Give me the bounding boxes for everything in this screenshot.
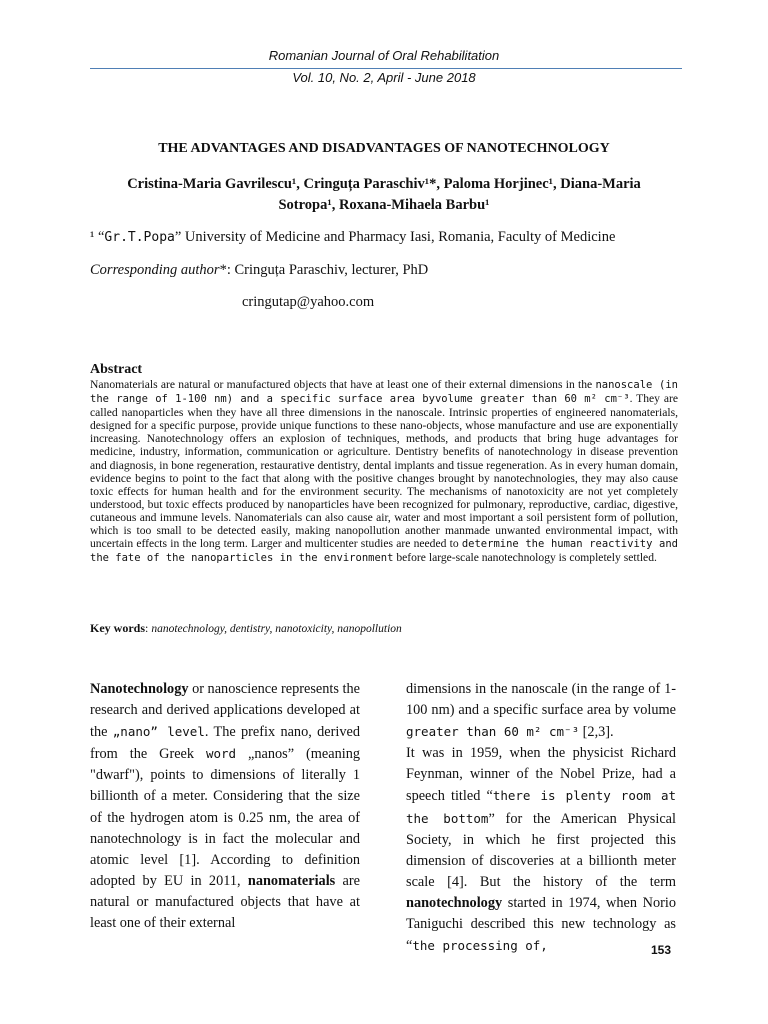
term-bold: nanomaterials — [247, 872, 336, 889]
term-bold: nanotechnology — [406, 894, 503, 911]
paragraph — [406, 743, 676, 957]
body-column-right — [406, 679, 676, 957]
page-number: 153 — [651, 943, 672, 957]
body-text-mono: the processing of, — [412, 938, 548, 954]
body-text-mono: greater than 60 m² cm⁻³ — [406, 724, 580, 740]
body-text: ” for the American Physical Society, in which he first projected this dimension of discoveries at a billionth meter scale [4]. But the history of the term — [406, 810, 676, 890]
body-text-mono: there is plenty room at the bottom — [406, 788, 677, 826]
abstract-segment-mono: nanoscale (in the range of 1-100 nm) and a specific surface area byvolume greater than 60 m² cm⁻³ — [90, 379, 678, 406]
abstract-segment: Nanomaterials are natural or manufactured objects that have at least one of their external dimensions in the — [90, 378, 596, 391]
body-text: or nanoscience represents the research and derived applications developed at the — [90, 681, 360, 741]
author-line: Cristina-Maria Gavrilescu¹, Cringuța Paraschiv¹*, Paloma Horjinec¹, Diana-Maria — [127, 176, 641, 192]
affiliation-text: ” University of Medicine and Pharmacy Iasi, Romania, Faculty of Medicine — [174, 229, 616, 245]
body-text-mono: „nano” level — [112, 724, 205, 740]
body-text: [2,3]. — [579, 724, 614, 741]
body-text: „nanos” (meaning "dwarf"), points to dimensions of literally 1 billionth of a meter. Considering that the size of the hydrogen atom is 0.25 nm, the area of nanotechnology is in fact the molecular and atomic level [1]. According to definition adopted by EU in 2011, — [90, 746, 360, 889]
keywords-value: nanotechnology, dentistry, nanotoxicity, nanopollution — [151, 623, 402, 635]
issue-line: Vol. 10, No. 2, April - June 2018 — [292, 70, 476, 85]
body-text: are natural or manufactured objects that have at least one of their external — [90, 872, 361, 932]
author-list — [110, 174, 658, 216]
abstract-segment: before large-scale nanotechnology is completely settled. — [393, 551, 657, 565]
affiliation — [90, 229, 690, 246]
paragraph — [406, 679, 676, 743]
journal-name: Romanian Journal of Oral Rehabilitation — [268, 48, 500, 63]
keywords — [90, 621, 678, 636]
affiliation-prefix: ¹ “ — [90, 229, 105, 245]
affiliation-name: Gr.T.Popa — [104, 230, 175, 245]
abstract-heading: Abstract — [90, 362, 143, 377]
article-title: THE ADVANTAGES AND DISADVANTAGES OF NANOTECHNOLOGY — [158, 141, 610, 156]
body-text: dimensions in the nanoscale (in the range of 1-100 nm) and a specific surface area by volume — [406, 681, 676, 719]
abstract-segment-mono: determine the human reactivity and the fate of the nanoparticles in the environment — [90, 538, 679, 565]
corresponding-author — [90, 262, 690, 279]
abstract-text — [90, 378, 678, 565]
keywords-separator: : — [145, 621, 152, 635]
body-text: It was in 1959, when the physicist Richard Feynman, winner of the Nobel Prize, had a speech titled “ — [406, 745, 676, 805]
body-text: started in 1974, when Norio Taniguchi described this new technology as “ — [406, 894, 676, 955]
term-bold: Nanotechnology — [90, 681, 189, 697]
author-line: Sotropa¹, Roxana-Mihaela Barbu¹ — [278, 197, 490, 213]
abstract-segment: . They are called nanoparticles when they have all three dimensions in the nanoscale. Intrinsic properties of engineered nanomaterials, designed for a specific purpose, provide unique functions to these nano-objects, whose manufacture and use are exponentially increasing. Nanotechnology offers an explosion of techniques, methods, and products that bring huge advantages for medicine, industry, information, communication or agriculture. Dentistry benefits of nanotechnology in disease prevention and diagnosis, in bone regeneration, restaurative dentistry, dental implants and tissue regeneration. As in every human domain, evidence begins to point to the fact that along with the positive changes brought by nanotechnologies, they may also cause toxic effects for human health and for the environment security. The mechanisms of nanotoxicity are not yet completely understood, but toxic effects produced by nanoparticles have been recognized for pulmonary, reproductive, cardiac, digestive, cutaneous and immune levels. Nanomaterials can also cause air, water and most important a soil persistent form of pollution, which is too small to be detected easily, making nanopollution another manmade unwanted environmental impact, with uncertain effects in the long term. Larger and multicenter studies are needed to — [90, 392, 679, 551]
body-column-left — [90, 679, 360, 934]
corresponding-label: Corresponding author — [90, 262, 220, 278]
header-divider — [90, 68, 682, 69]
body-text: . The prefix nano, derived from the Greek — [90, 724, 360, 763]
keywords-label: Key words — [90, 621, 145, 635]
corresponding-text: *: Cringuța Paraschiv, lecturer, PhD — [219, 262, 429, 278]
body-text-mono: word — [205, 746, 237, 762]
author-email: cringutap@yahoo.com — [242, 294, 375, 310]
